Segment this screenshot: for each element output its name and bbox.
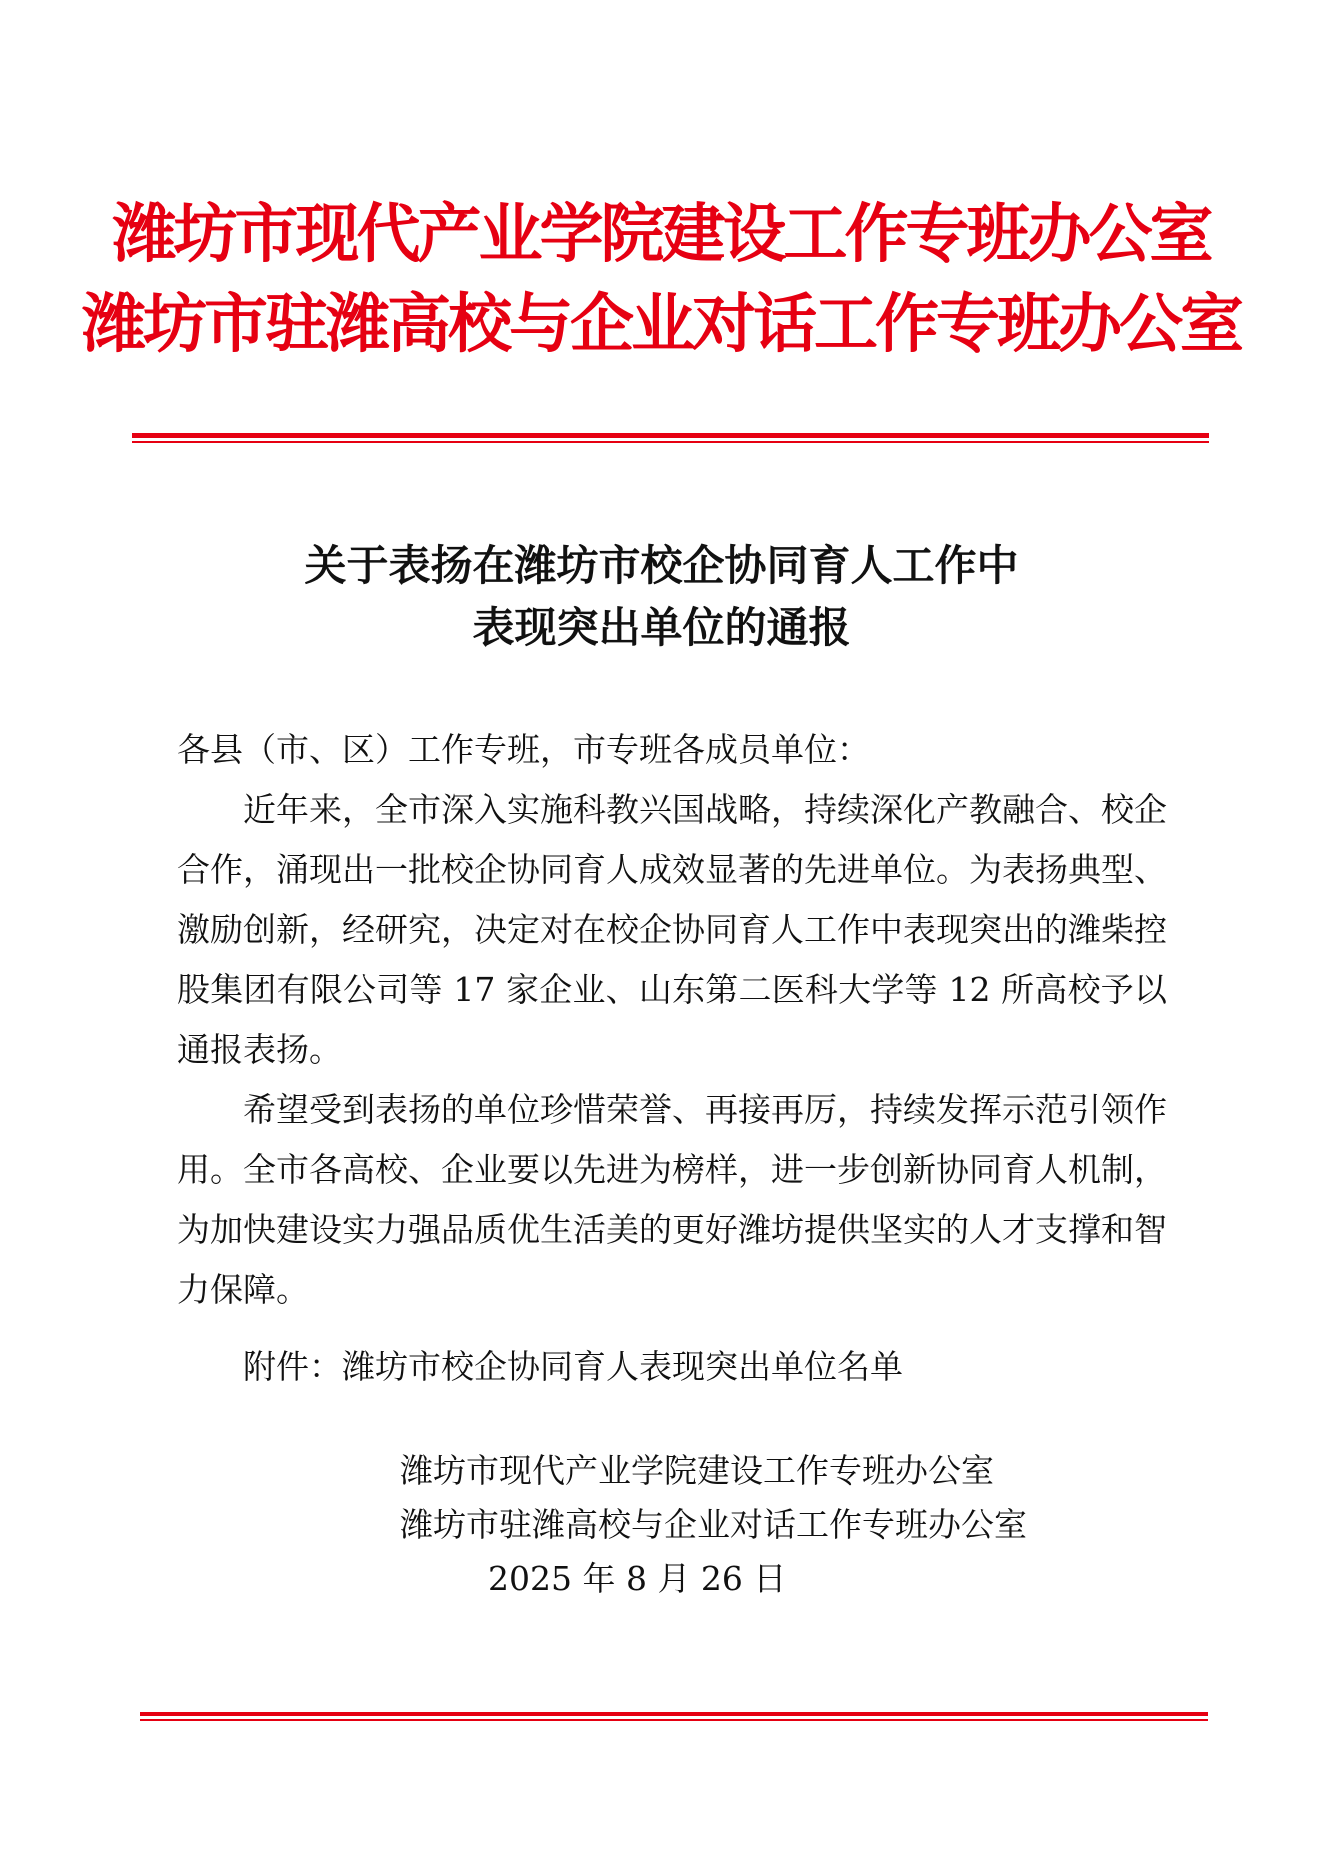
document-header [0, 190, 1323, 370]
attachment-note: 附件：潍坊市校企协同育人表现突出单位名单 [243, 1347, 903, 1386]
footer-red-rule-thin [140, 1719, 1208, 1721]
body-paragraph-1: 近年来，全市深入实施科教兴国战略，持续深化产教融合、校企合作，涌现出一批校企协同育人成效显著的先进单位。为表扬典型、激励创新，经研究，决定对在校企协同育人工作中表现突出的潍柴控股集团有限公司等 17 家企业、山东第二医科大学等 12 所高校予以通报表扬。 [177, 790, 1167, 1069]
signature-block [400, 1444, 1027, 1606]
signature-org-1: 潍坊市现代产业学院建设工作专班办公室 [400, 1451, 994, 1490]
title-line-1: 关于表扬在潍坊市校企协同育人工作中 [304, 541, 1019, 590]
document-body [177, 720, 1167, 1320]
header-org-line-1: 潍坊市现代产业学院建设工作专班办公室 [112, 198, 1211, 272]
header-red-rule-thin [132, 441, 1209, 443]
signature-date: 2025 年 8 月 26 日 [488, 1559, 787, 1598]
body-paragraph-2: 希望受到表扬的单位珍惜荣誉、再接再厉，持续发挥示范引领作用。全市各高校、企业要以先进为榜样，进一步创新协同育人机制，为加快建设实力强品质优生活美的更好潍坊提供坚实的人才支撑和智力保障。 [177, 1090, 1167, 1309]
title-line-2: 表现突出单位的通报 [472, 603, 851, 652]
header-red-rule [132, 433, 1209, 438]
header-org-line-2: 潍坊市驻潍高校与企业对话工作专班办公室 [82, 288, 1241, 362]
salutation: 各县（市、区）工作专班，市专班各成员单位： [177, 730, 870, 769]
footer-red-rule [140, 1712, 1208, 1716]
document-title [0, 535, 1323, 659]
signature-org-2: 潍坊市驻潍高校与企业对话工作专班办公室 [400, 1505, 1027, 1544]
